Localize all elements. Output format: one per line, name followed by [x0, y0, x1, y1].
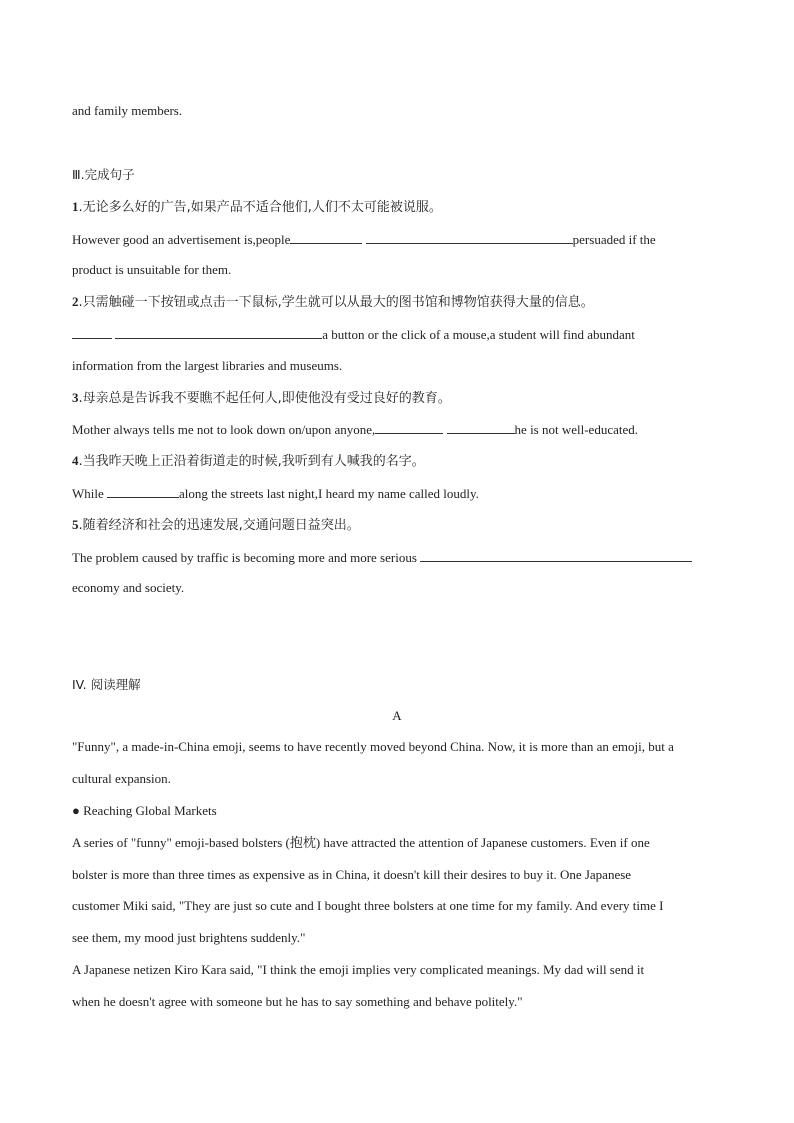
- item-1-text-a: However good an advertisement is,people: [72, 232, 291, 247]
- item-4-sentence: [72, 485, 479, 502]
- item-3-text-b: he is not well-educated.: [514, 422, 639, 437]
- passage-line: customer Miki said, "They are just so cute and I bought three bolsters at one time for my family. And every time I: [72, 898, 664, 913]
- item-3-blank-1[interactable]: [375, 421, 443, 434]
- carryover-text: and family members.: [72, 103, 183, 118]
- item-3-prompt: [72, 390, 451, 407]
- item-1-number: 1: [72, 199, 79, 214]
- item-1-sentence: [72, 231, 656, 248]
- item-4-number: 4: [72, 453, 79, 468]
- item-4-prompt: [72, 453, 425, 470]
- item-5-prompt: [72, 517, 360, 534]
- item-5-text-a: The problem caused by traffic is becoming more and more serious: [72, 550, 417, 565]
- item-3-number: 3: [72, 390, 79, 405]
- item-5-sentence-cont: economy and society.: [72, 580, 185, 595]
- passage-line: A series of "funny" emoji-based bolsters (抱枕) have attracted the attention of Japanese customers. Even if one: [72, 835, 650, 850]
- item-5-blank-1[interactable]: [420, 549, 692, 562]
- passage-line: bolster is more than three times as expensive as in China, it doesn't kill their desires to buy it. One Japanese: [72, 867, 632, 882]
- passage-line: when he doesn't agree with someone but he has to say something and behave politely.": [72, 994, 523, 1009]
- item-1-text-b: persuaded if the: [572, 232, 656, 247]
- item-2-sentence-cont: information from the largest libraries and museums.: [72, 358, 343, 373]
- item-4-text-a: While: [72, 486, 104, 501]
- item-4-text-b: along the streets last night,I heard my name called loudly.: [179, 486, 479, 501]
- item-1-blank-1[interactable]: [290, 231, 362, 244]
- item-2-text-a: a button or the click of a mouse,a student will find abundant: [322, 327, 635, 342]
- item-1-chinese: .无论多么好的广告,如果产品不适合他们,人们不太可能被说服。: [78, 200, 442, 215]
- item-5-number: 5: [72, 517, 79, 532]
- item-3-blank-2[interactable]: [447, 421, 515, 434]
- passage-line: A Japanese netizen Kiro Kara said, "I think the emoji implies very complicated meanings. My dad will send it: [72, 962, 645, 977]
- item-2-sentence: [72, 326, 635, 343]
- item-1-prompt: [72, 199, 442, 216]
- item-2-number: 2: [72, 294, 79, 309]
- item-2-blank-1[interactable]: [72, 326, 112, 339]
- item-5-chinese: .随着经济和社会的迅速发展,交通问题日益突出。: [78, 518, 360, 533]
- section-4-heading: IV. 阅读理解: [72, 677, 141, 692]
- item-4-blank-1[interactable]: [107, 485, 179, 498]
- item-3-chinese: .母亲总是告诉我不要瞧不起任何人,即使他没有受过良好的教育。: [78, 391, 451, 406]
- item-2-blank-2[interactable]: [115, 326, 322, 339]
- passage-line: see them, my mood just brightens suddenly.": [72, 930, 306, 945]
- item-1-sentence-cont: product is unsuitable for them.: [72, 262, 232, 277]
- item-2-chinese: .只需触碰一下按钮或点击一下鼠标,学生就可以从最大的图书馆和博物馆获得大量的信息。: [78, 295, 594, 310]
- item-3-sentence: [72, 421, 638, 438]
- item-3-text-a: Mother always tells me not to look down on/upon anyone,: [72, 422, 376, 437]
- passage-label: A: [392, 708, 402, 723]
- section-3-heading: Ⅲ.完成句子: [72, 167, 135, 182]
- item-4-chinese: .当我昨天晚上正沿着街道走的时候,我听到有人喊我的名字。: [78, 454, 425, 469]
- passage-subheading: ● Reaching Global Markets: [72, 803, 217, 818]
- item-1-blank-2[interactable]: [366, 231, 573, 244]
- passage-line: "Funny", a made-in-China emoji, seems to have recently moved beyond China. Now, it is more than an emoji, but a: [72, 739, 674, 754]
- item-5-sentence: [72, 549, 692, 566]
- item-2-prompt: [72, 294, 594, 311]
- passage-line: cultural expansion.: [72, 771, 171, 786]
